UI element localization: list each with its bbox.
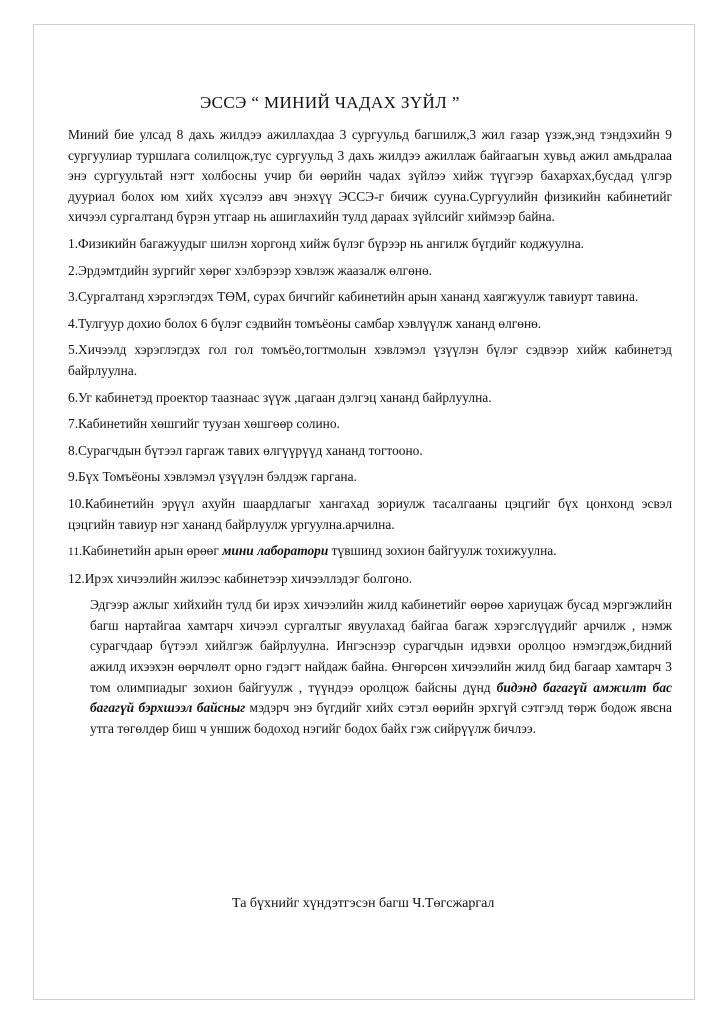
list-item-12 bbox=[68, 569, 672, 590]
item-number: 8. bbox=[68, 442, 79, 458]
list-item-10 bbox=[68, 494, 672, 535]
item-text: Ирэх хичээлийн жилээс кабинетээр хичээллэдэг болгоно. bbox=[84, 570, 413, 586]
item-text-emphasis: мини лаборатори bbox=[222, 543, 329, 559]
item-number: 11. bbox=[68, 546, 82, 559]
item-text-pre: Кабинетийн арын өрөөг bbox=[81, 543, 223, 559]
list-item-5 bbox=[68, 340, 672, 381]
item-text: Эрдэмтдийн зургийг хөрөг хэлбэрээр хэвлэж жаазалж өлгөнө. bbox=[78, 262, 432, 278]
item-text: Физикийн багажуудыг шилэн хоргонд хийж бүлэг бүрээр нь ангилж бүгдийг коджуулна. bbox=[78, 235, 585, 251]
list-item-9 bbox=[68, 467, 672, 488]
list-item-1 bbox=[68, 234, 672, 255]
item-text: Сургалтанд хэрэглэгдэх ТӨМ, сурах бичгийг кабинетийн арын хананд хаягжуулж тавиурт тавина. bbox=[78, 289, 639, 305]
list-item-8 bbox=[68, 441, 672, 462]
closing-text-pre: Эдгээр ажлыг хийхийн тулд би ирэх хичээлийн жилд кабинетийг өөрөө хариуцаж бусад мэргэжлийн багш нартайгаа хамтарч хичээл сургалтыг явуулахад байгаа багаж хэрэгслүүдийг арчилж , нэмж сурагчдаар бүтээл хийлгэж байрлуулна. Ингэснээр сурагчдын идэвхи оролцоо нэмэгдэж,бидний ажилд ихээхэн өөрчлөлт орно гэдэгт найдаж байна. Өнгөрсөн хичээлийн жилд бид багаар хамтарч 3 том олимпиадыг зохион байгуулж , түүндээ оролцож байсны дүнд bbox=[90, 597, 672, 695]
list-item-4 bbox=[68, 314, 672, 335]
item-number: 2. bbox=[68, 262, 79, 278]
intro-paragraph: Миний бие улсад 8 дахь жилдээ ажиллахдаа 3 сургуульд багшилж,3 жил газар үзэж,энд тэндэхийн 9 сургуулиар туршлага солилцож,тус сургуульд 3 дахь жилдээ ажиллаж байгаагын хувьд ажил амьдралаа энэ сургуультай нэгт холбосны учир би өөрийн чадах зүйлээ хийж түүгээр бахархах,бусдад үлгэр дууриал болох юм хийх хүсэлээ авч энэхүү ЭССЭ-г бичиж суунa.Сургуулийн физикийн кабинетийг хичээл сургалтанд бүрэн утгаар нь ашиглахийн тулд дараах зүйлсийг хиймээр байна. bbox=[68, 127, 672, 225]
item-number: 12. bbox=[68, 570, 85, 586]
list-item-6 bbox=[68, 388, 672, 409]
item-text-post: түвшинд зохион байгуулж тохижуулна. bbox=[328, 543, 557, 559]
list-item-2 bbox=[68, 261, 672, 282]
item-text: Бүх Томъёоны хэвлэмэл үзүүлэн бэлдэж гаргана. bbox=[78, 469, 357, 485]
item-number: 9. bbox=[68, 469, 79, 485]
item-text: Кабинетийн эрүүл ахуйн шаардлагыг хангахад зориулж тасалгааны цэцгийг бүх цонхонд эсвэл цэцгийн тавиур нэг хананд байрлуулж ургуулна.арчилна. bbox=[68, 495, 672, 532]
closing-text-post: мэдэрч энэ бүгдийг хийх сэтэл өөрийн эрхгүй сэтгэлд төрж бодож явсна утга төгөлдөр биш ч уншиж бодоход нэгийг бодох байх гэж сийрүүлж бичлээ. bbox=[90, 700, 672, 736]
list-item-3 bbox=[68, 287, 672, 308]
item-number: 7. bbox=[68, 416, 79, 432]
item-number: 5. bbox=[68, 342, 79, 358]
closing-text-emphasis: бидэнд багагүй амжилт бас багагүй бэрхшээл байсныг bbox=[90, 679, 672, 716]
item-text: Кабинетийн хөшгийг туузан хөшгөөр солино. bbox=[78, 416, 340, 432]
list-item-11 bbox=[68, 541, 672, 563]
signature-line: Та бүхнийг хүндэтгэсэн багш Ч.Төгсжаргал bbox=[232, 896, 495, 911]
item-number: 3. bbox=[68, 289, 79, 305]
item-number: 10. bbox=[68, 495, 85, 511]
item-text: Сурагчдын бүтээл гаргаж тавих өлгүүрүүд хананд тогтооно. bbox=[78, 442, 423, 458]
item-number: 1. bbox=[68, 235, 79, 251]
item-number: 6. bbox=[68, 389, 79, 405]
item-text: Тулгуур дохио болох 6 бүлэг сэдвийн томъёоны самбар хэвлүүлж хананд өлгөнө. bbox=[78, 315, 542, 331]
document-body bbox=[68, 125, 672, 739]
item-text: Хичээлд хэрэглэгдэх гол гол томъёо,тогтмолын хэвлэмэл үзүүлэн бүлэг сэдвээр хийж кабинетэд байрлуулна. bbox=[68, 342, 672, 378]
item-number: 4. bbox=[68, 315, 79, 331]
item-text: Уг кабинетэд проектор таазнаас зүүж ,цагаан дэлгэц хананд байрлуулна. bbox=[78, 389, 492, 405]
list-item-7 bbox=[68, 414, 672, 435]
document-title: ЭССЭ “ МИНИЙ ЧАДАХ ЗҮЙЛ ” bbox=[200, 93, 460, 112]
closing-paragraph bbox=[90, 595, 672, 739]
